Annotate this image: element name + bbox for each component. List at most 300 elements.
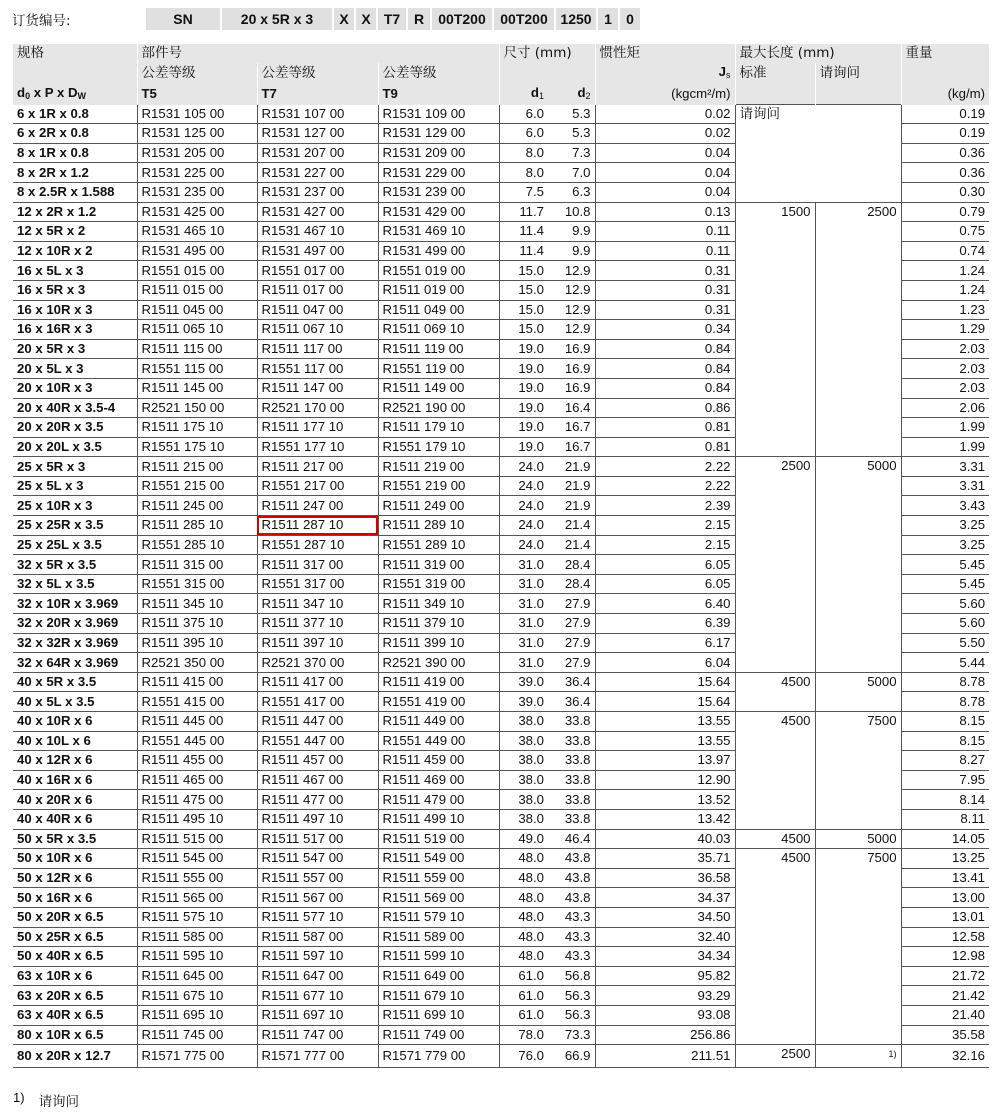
- cell-maxlen-inquire: 5000: [815, 829, 901, 849]
- cell-part-t7: R1511 567 00: [257, 888, 378, 908]
- cell-d1: 31.0: [499, 653, 548, 673]
- cell-inertia: 34.37: [595, 888, 735, 908]
- cell-weight: 5.45: [901, 574, 989, 594]
- footnote-ref: 1): [888, 1049, 897, 1060]
- cell-d1: 48.0: [499, 947, 548, 967]
- cell-part-t5: R1511 575 10: [137, 907, 257, 927]
- cell-part-t7: R1511 217 00: [257, 457, 378, 477]
- cell-maxlen-std: 4500: [735, 712, 815, 830]
- cell-part-t5: R1511 555 00: [137, 868, 257, 888]
- order-code-cell: 00T200: [494, 8, 554, 30]
- cell-d2: 28.4: [548, 574, 595, 594]
- cell-size: 32 x 10R x 3.969: [13, 594, 137, 614]
- header-tol-t5: 公差等级: [137, 63, 257, 84]
- cell-part-t7: R1531 227 00: [257, 163, 378, 183]
- cell-part-t7: R1511 287 10: [257, 516, 378, 536]
- cell-part-t5: R1511 045 00: [137, 300, 257, 320]
- cell-size: 50 x 5R x 3.5: [13, 829, 137, 849]
- cell-part-t5: R1511 065 10: [137, 320, 257, 340]
- cell-part-t9: R1511 479 00: [378, 790, 499, 810]
- cell-d2: 5.3: [548, 124, 595, 144]
- cell-part-t7: R1571 777 00: [257, 1045, 378, 1068]
- cell-part-t9: R1511 749 00: [378, 1025, 499, 1045]
- cell-d2: 5.3: [548, 105, 595, 124]
- cell-d1: 31.0: [499, 555, 548, 575]
- cell-part-t9: R1551 419 00: [378, 692, 499, 712]
- cell-d2: 12.9: [548, 320, 595, 340]
- spec-table-body: [13, 105, 989, 1068]
- cell-part-t9: R1511 559 00: [378, 868, 499, 888]
- cell-part-t9: R1551 219 00: [378, 476, 499, 496]
- cell-size: 63 x 40R x 6.5: [13, 1005, 137, 1025]
- cell-inertia: 93.29: [595, 986, 735, 1006]
- cell-d2: 9.9: [548, 241, 595, 261]
- cell-part-t7: R1551 447 00: [257, 731, 378, 751]
- cell-d2: 27.9: [548, 594, 595, 614]
- cell-part-t5: R1531 225 00: [137, 163, 257, 183]
- cell-inertia: 0.34: [595, 320, 735, 340]
- cell-part-t5: R1511 595 10: [137, 947, 257, 967]
- cell-part-t7: R1551 287 10: [257, 535, 378, 555]
- cell-d1: 15.0: [499, 280, 548, 300]
- header-t7: T7: [257, 84, 378, 105]
- cell-maxlen-std: 2500: [735, 457, 815, 673]
- cell-inertia: 0.31: [595, 300, 735, 320]
- cell-d1: 19.0: [499, 437, 548, 457]
- cell-part-t9: R1551 319 00: [378, 574, 499, 594]
- cell-part-t5: R1511 455 00: [137, 751, 257, 771]
- cell-inertia: 40.03: [595, 829, 735, 849]
- cell-weight: 1.24: [901, 261, 989, 281]
- cell-part-t5: R1511 145 00: [137, 378, 257, 398]
- cell-d1: 48.0: [499, 927, 548, 947]
- cell-part-t7: R1511 597 10: [257, 947, 378, 967]
- cell-weight: 5.50: [901, 633, 989, 653]
- cell-size: 63 x 20R x 6.5: [13, 986, 137, 1006]
- cell-part-t9: R1511 179 10: [378, 418, 499, 438]
- order-code-cell: 0: [620, 8, 640, 30]
- cell-part-t7: R1511 697 10: [257, 1005, 378, 1025]
- cell-part-t7: R1551 317 00: [257, 574, 378, 594]
- cell-weight: 8.11: [901, 809, 989, 829]
- table-row: [13, 712, 989, 732]
- cell-part-t5: R1511 475 00: [137, 790, 257, 810]
- cell-d2: 16.9: [548, 359, 595, 379]
- cell-maxlen-inquire: 5000: [815, 457, 901, 673]
- cell-d1: 31.0: [499, 594, 548, 614]
- cell-size: 40 x 10L x 6: [13, 731, 137, 751]
- cell-weight: 2.03: [901, 339, 989, 359]
- cell-part-t7: R1551 017 00: [257, 261, 378, 281]
- cell-part-t5: R1511 565 00: [137, 888, 257, 908]
- cell-d2: 43.8: [548, 868, 595, 888]
- cell-d1: 48.0: [499, 907, 548, 927]
- cell-part-t9: R1551 449 00: [378, 731, 499, 751]
- cell-part-t5: R1511 745 00: [137, 1025, 257, 1045]
- cell-part-t7: R1511 587 00: [257, 927, 378, 947]
- header-part-no: 部件号: [137, 44, 499, 63]
- cell-part-t5: R1551 215 00: [137, 476, 257, 496]
- cell-part-t9: R1531 239 00: [378, 182, 499, 202]
- cell-part-t7: R1511 317 00: [257, 555, 378, 575]
- cell-size: 50 x 10R x 6: [13, 849, 137, 869]
- cell-part-t5: R1511 495 10: [137, 809, 257, 829]
- cell-part-t5: R1551 285 10: [137, 535, 257, 555]
- cell-inertia: 13.55: [595, 712, 735, 732]
- cell-maxlen-std: 4500: [735, 849, 815, 1045]
- spec-table: [13, 44, 989, 1068]
- cell-part-t5: R1531 125 00: [137, 124, 257, 144]
- cell-d2: 12.9: [548, 280, 595, 300]
- cell-part-t9: R1511 249 00: [378, 496, 499, 516]
- cell-part-t7: R1551 217 00: [257, 476, 378, 496]
- cell-inertia: 13.55: [595, 731, 735, 751]
- cell-part-t7: R1551 177 10: [257, 437, 378, 457]
- cell-d2: 21.4: [548, 516, 595, 536]
- cell-maxlen-inquire: 2500: [815, 202, 901, 457]
- cell-part-t9: R1511 499 10: [378, 809, 499, 829]
- cell-part-t9: R1511 149 00: [378, 378, 499, 398]
- header-dims: $d_0$ x P x $D_W$: [13, 84, 137, 105]
- cell-size: 32 x 20R x 3.969: [13, 614, 137, 634]
- cell-size: 80 x 20R x 12.7: [13, 1045, 137, 1068]
- cell-part-t9: R1531 429 00: [378, 202, 499, 222]
- cell-size: 16 x 5R x 3: [13, 280, 137, 300]
- cell-weight: 3.43: [901, 496, 989, 516]
- cell-part-t9: R1511 399 10: [378, 633, 499, 653]
- cell-inertia: 34.50: [595, 907, 735, 927]
- cell-part-t5: R1511 215 00: [137, 457, 257, 477]
- cell-weight: 32.16: [901, 1045, 989, 1068]
- cell-inertia: 0.02: [595, 105, 735, 124]
- cell-size: 8 x 2.5R x 1.588: [13, 182, 137, 202]
- cell-maxlen-inquire: [815, 1045, 901, 1068]
- cell-part-t9: R2521 190 00: [378, 398, 499, 418]
- cell-part-t5: R1531 235 00: [137, 182, 257, 202]
- cell-part-t9: R1511 379 10: [378, 614, 499, 634]
- cell-d1: 38.0: [499, 770, 548, 790]
- order-code-cell: X: [334, 8, 354, 30]
- cell-part-t5: R1531 425 00: [137, 202, 257, 222]
- cell-size: 40 x 5R x 3.5: [13, 672, 137, 692]
- cell-size: 40 x 20R x 6: [13, 790, 137, 810]
- cell-weight: 8.78: [901, 672, 989, 692]
- cell-d1: 8.0: [499, 163, 548, 183]
- cell-part-t7: R1531 127 00: [257, 124, 378, 144]
- cell-size: 50 x 25R x 6.5: [13, 927, 137, 947]
- cell-size: 50 x 12R x 6: [13, 868, 137, 888]
- cell-size: 25 x 5L x 3: [13, 476, 137, 496]
- cell-part-t9: R1551 289 10: [378, 535, 499, 555]
- table-row: [13, 105, 989, 124]
- cell-weight: 1.29: [901, 320, 989, 340]
- cell-part-t5: R1511 245 00: [137, 496, 257, 516]
- cell-size: 20 x 5L x 3: [13, 359, 137, 379]
- header-inertia-unit: (kgcm²/m): [595, 84, 735, 105]
- cell-weight: 2.03: [901, 359, 989, 379]
- cell-part-t5: R1511 395 10: [137, 633, 257, 653]
- cell-part-t5: R1531 465 10: [137, 222, 257, 242]
- cell-d1: 38.0: [499, 809, 548, 829]
- cell-part-t9: R1531 499 00: [378, 241, 499, 261]
- cell-maxlen-std: 1500: [735, 202, 815, 457]
- cell-weight: 0.30: [901, 182, 989, 202]
- cell-size: 6 x 1R x 0.8: [13, 105, 137, 124]
- order-code-cell: R: [408, 8, 430, 30]
- cell-weight: 5.44: [901, 653, 989, 673]
- cell-part-t9: R1511 119 00: [378, 339, 499, 359]
- cell-d2: 56.8: [548, 966, 595, 986]
- cell-part-t9: R1511 049 00: [378, 300, 499, 320]
- footnote-text: 请询问: [38, 1094, 80, 1110]
- cell-inertia: 2.22: [595, 476, 735, 496]
- header-d2: $d_2$: [548, 84, 595, 105]
- cell-d2: 46.4: [548, 829, 595, 849]
- cell-d2: 43.3: [548, 927, 595, 947]
- cell-part-t7: R1531 107 00: [257, 105, 378, 124]
- cell-part-t9: R1511 289 10: [378, 516, 499, 536]
- cell-part-t5: R1511 545 00: [137, 849, 257, 869]
- cell-inertia: 35.71: [595, 849, 735, 869]
- header-size: 尺寸 (mm): [499, 44, 595, 63]
- cell-d1: 24.0: [499, 476, 548, 496]
- cell-inertia: 2.15: [595, 516, 735, 536]
- header-inertia: 惯性矩: [595, 44, 735, 63]
- cell-inertia: 0.04: [595, 143, 735, 163]
- cell-part-t5: R1551 415 00: [137, 692, 257, 712]
- cell-part-t9: R1511 699 10: [378, 1005, 499, 1025]
- cell-weight: 13.01: [901, 907, 989, 927]
- cell-part-t9: R1511 319 00: [378, 555, 499, 575]
- footnote-mark: 1): [13, 1090, 25, 1105]
- cell-weight: 3.25: [901, 535, 989, 555]
- cell-d1: 48.0: [499, 849, 548, 869]
- cell-d2: 43.8: [548, 888, 595, 908]
- header-d1: $d_1$: [499, 84, 548, 105]
- cell-d1: 48.0: [499, 868, 548, 888]
- cell-part-t7: R1511 147 00: [257, 378, 378, 398]
- cell-part-t7: R1511 017 00: [257, 280, 378, 300]
- cell-weight: 5.45: [901, 555, 989, 575]
- cell-d1: 6.0: [499, 124, 548, 144]
- table-row: [13, 457, 989, 477]
- cell-size: 12 x 10R x 2: [13, 241, 137, 261]
- cell-maxlen-std: 2500: [735, 1045, 815, 1068]
- cell-part-t5: R1551 315 00: [137, 574, 257, 594]
- cell-size: 12 x 2R x 1.2: [13, 202, 137, 222]
- header-weight-unit: (kg/m): [901, 84, 989, 105]
- cell-weight: 0.36: [901, 163, 989, 183]
- header-row-1: [13, 44, 989, 63]
- cell-size: 20 x 20L x 3.5: [13, 437, 137, 457]
- cell-size: 8 x 1R x 0.8: [13, 143, 137, 163]
- order-code-bar: [12, 8, 642, 30]
- cell-part-t5: R1531 495 00: [137, 241, 257, 261]
- cell-part-t7: R1511 747 00: [257, 1025, 378, 1045]
- cell-d2: 43.3: [548, 947, 595, 967]
- cell-size: 40 x 40R x 6: [13, 809, 137, 829]
- cell-d2: 21.9: [548, 476, 595, 496]
- cell-part-t7: R1511 467 00: [257, 770, 378, 790]
- cell-d1: 38.0: [499, 751, 548, 771]
- header-std: 标准: [735, 63, 815, 84]
- cell-part-t9: R1511 599 10: [378, 947, 499, 967]
- cell-size: 16 x 5L x 3: [13, 261, 137, 281]
- cell-weight: 8.78: [901, 692, 989, 712]
- cell-weight: 3.25: [901, 516, 989, 536]
- cell-part-t7: R1511 497 10: [257, 809, 378, 829]
- cell-part-t5: R1511 285 10: [137, 516, 257, 536]
- cell-weight: 5.60: [901, 614, 989, 634]
- cell-inertia: 0.11: [595, 222, 735, 242]
- header-row-3: [13, 84, 989, 105]
- cell-part-t7: R1511 347 10: [257, 594, 378, 614]
- cell-maxlen-std: 4500: [735, 829, 815, 849]
- cell-weight: 8.15: [901, 712, 989, 732]
- cell-part-t7: R1511 377 10: [257, 614, 378, 634]
- cell-size: 25 x 10R x 3: [13, 496, 137, 516]
- cell-d2: 27.9: [548, 633, 595, 653]
- cell-inertia: 256.86: [595, 1025, 735, 1045]
- cell-inertia: 0.31: [595, 280, 735, 300]
- order-code-cell: 1: [598, 8, 618, 30]
- cell-weight: 1.99: [901, 437, 989, 457]
- cell-inertia: 13.97: [595, 751, 735, 771]
- cell-d1: 24.0: [499, 516, 548, 536]
- cell-weight: 0.19: [901, 105, 989, 124]
- cell-part-t7: R1511 247 00: [257, 496, 378, 516]
- cell-part-t9: R1531 209 00: [378, 143, 499, 163]
- cell-d2: 21.9: [548, 496, 595, 516]
- order-code-cells: [146, 8, 642, 30]
- cell-d2: 9.9: [548, 222, 595, 242]
- cell-inertia: 13.42: [595, 809, 735, 829]
- cell-inertia: 34.34: [595, 947, 735, 967]
- cell-inertia: 0.81: [595, 418, 735, 438]
- cell-weight: 1.99: [901, 418, 989, 438]
- cell-part-t7: R2521 370 00: [257, 653, 378, 673]
- cell-d1: 11.4: [499, 241, 548, 261]
- cell-part-t5: R1511 645 00: [137, 966, 257, 986]
- cell-size: 50 x 40R x 6.5: [13, 947, 137, 967]
- cell-part-t9: R1511 579 10: [378, 907, 499, 927]
- cell-d2: 16.9: [548, 378, 595, 398]
- cell-part-t7: R1531 497 00: [257, 241, 378, 261]
- cell-d2: 28.4: [548, 555, 595, 575]
- cell-d1: 49.0: [499, 829, 548, 849]
- cell-weight: 7.95: [901, 770, 989, 790]
- cell-part-t7: R1511 067 10: [257, 320, 378, 340]
- cell-d1: 61.0: [499, 986, 548, 1006]
- cell-d2: 7.3: [548, 143, 595, 163]
- order-code-cell: X: [356, 8, 376, 30]
- cell-part-t7: R1511 447 00: [257, 712, 378, 732]
- cell-part-t9: R1511 459 00: [378, 751, 499, 771]
- cell-d2: 16.9: [548, 339, 595, 359]
- cell-weight: 35.58: [901, 1025, 989, 1045]
- cell-size: 25 x 25R x 3.5: [13, 516, 137, 536]
- cell-size: 50 x 20R x 6.5: [13, 907, 137, 927]
- cell-part-t5: R1511 445 00: [137, 712, 257, 732]
- cell-part-t5: R1551 015 00: [137, 261, 257, 281]
- cell-weight: 21.40: [901, 1005, 989, 1025]
- cell-part-t9: R1551 019 00: [378, 261, 499, 281]
- cell-size: 25 x 5R x 3: [13, 457, 137, 477]
- cell-inertia: 0.84: [595, 339, 735, 359]
- cell-part-t5: R1551 175 10: [137, 437, 257, 457]
- cell-part-t5: R1571 775 00: [137, 1045, 257, 1068]
- cell-part-t7: R1511 577 10: [257, 907, 378, 927]
- cell-part-t5: R2521 150 00: [137, 398, 257, 418]
- cell-size: 50 x 16R x 6: [13, 888, 137, 908]
- cell-d1: 19.0: [499, 418, 548, 438]
- cell-inertia: 36.58: [595, 868, 735, 888]
- cell-size: 32 x 5L x 3.5: [13, 574, 137, 594]
- cell-part-t5: R1511 695 10: [137, 1005, 257, 1025]
- cell-inertia: 15.64: [595, 672, 735, 692]
- cell-d2: 36.4: [548, 672, 595, 692]
- cell-inertia: 0.04: [595, 163, 735, 183]
- cell-weight: 8.14: [901, 790, 989, 810]
- cell-weight: 1.23: [901, 300, 989, 320]
- cell-weight: 5.60: [901, 594, 989, 614]
- cell-inertia: 13.52: [595, 790, 735, 810]
- header-inquire: 请询问: [815, 63, 901, 84]
- cell-part-t5: R1511 015 00: [137, 280, 257, 300]
- cell-part-t7: R1551 417 00: [257, 692, 378, 712]
- cell-size: 25 x 25L x 3.5: [13, 535, 137, 555]
- cell-size: 40 x 12R x 6: [13, 751, 137, 771]
- cell-part-t7: R1511 177 10: [257, 418, 378, 438]
- cell-weight: 13.25: [901, 849, 989, 869]
- cell-part-t9: R1511 649 00: [378, 966, 499, 986]
- cell-part-t5: R1531 205 00: [137, 143, 257, 163]
- cell-weight: 12.58: [901, 927, 989, 947]
- cell-part-t5: R1511 115 00: [137, 339, 257, 359]
- cell-part-t9: R1551 119 00: [378, 359, 499, 379]
- cell-weight: 0.75: [901, 222, 989, 242]
- cell-weight: 14.05: [901, 829, 989, 849]
- cell-inertia: 6.17: [595, 633, 735, 653]
- cell-d2: 16.4: [548, 398, 595, 418]
- cell-inertia: 32.40: [595, 927, 735, 947]
- cell-d2: 66.9: [548, 1045, 595, 1068]
- cell-d1: 31.0: [499, 633, 548, 653]
- cell-size: 20 x 20R x 3.5: [13, 418, 137, 438]
- cell-part-t5: R1511 415 00: [137, 672, 257, 692]
- cell-d1: 24.0: [499, 496, 548, 516]
- order-code-cell: 1250: [556, 8, 596, 30]
- cell-part-t9: R1531 469 10: [378, 222, 499, 242]
- cell-part-t9: R1511 519 00: [378, 829, 499, 849]
- cell-part-t9: R1551 179 10: [378, 437, 499, 457]
- cell-size: 40 x 16R x 6: [13, 770, 137, 790]
- cell-part-t9: R2521 390 00: [378, 653, 499, 673]
- cell-part-t7: R1511 047 00: [257, 300, 378, 320]
- cell-part-t5: R1511 175 10: [137, 418, 257, 438]
- cell-part-t5: R1531 105 00: [137, 105, 257, 124]
- order-code-cell: T7: [378, 8, 406, 30]
- cell-d2: 12.9: [548, 300, 595, 320]
- cell-d2: 21.4: [548, 535, 595, 555]
- cell-d1: 61.0: [499, 1005, 548, 1025]
- header-t9: T9: [378, 84, 499, 105]
- table-row: [13, 849, 989, 869]
- cell-inertia: 93.08: [595, 1005, 735, 1025]
- cell-d1: 15.0: [499, 261, 548, 281]
- cell-d2: 7.0: [548, 163, 595, 183]
- cell-d1: 8.0: [499, 143, 548, 163]
